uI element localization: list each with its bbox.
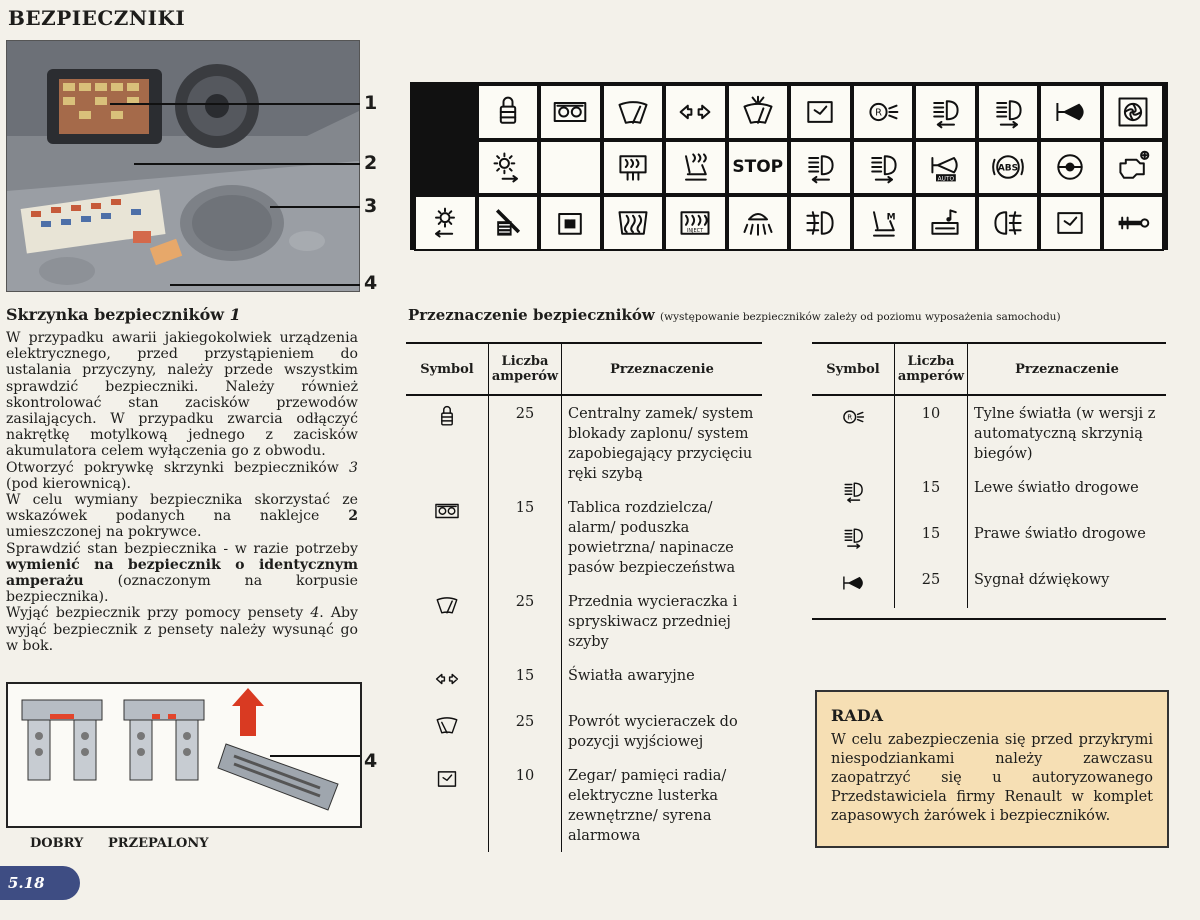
instrument-panel-icon	[434, 498, 460, 524]
col-amps: Liczba amperów	[895, 343, 968, 395]
wiper-front-icon	[434, 592, 460, 618]
page-title: BEZPIECZNIKI	[8, 6, 186, 30]
paragraph-segment: 4	[310, 605, 320, 622]
paragraph	[6, 605, 358, 654]
symbol-cell	[406, 658, 489, 704]
symbol-cell	[812, 395, 895, 470]
lock-icon	[490, 94, 526, 130]
amps-cell: 15	[489, 658, 562, 704]
svg-text:AUTO: AUTO	[937, 176, 955, 183]
engine-icon	[1115, 149, 1151, 185]
purpose-cell: Światła awaryjne	[562, 658, 763, 704]
grid-cell	[977, 140, 1040, 196]
section-title-ref: 1	[229, 305, 241, 324]
symbol-cell	[406, 584, 489, 658]
callout-line-4	[170, 284, 360, 286]
section-title-text: Skrzynka bezpieczników	[6, 305, 225, 324]
grid-cell	[664, 140, 727, 196]
symbol-cell	[406, 395, 489, 490]
grid-cell	[414, 195, 477, 251]
table-row	[812, 562, 1166, 608]
purpose-cell: Zegar/ pamięci radia/ elektryczne lusterka zewnętrzne/ syrena alarmowa	[562, 758, 763, 852]
beam-left-icon	[802, 149, 838, 185]
svg-text:INJECT: INJECT	[687, 227, 704, 234]
callout-4: 4	[364, 272, 378, 294]
purpose-cell: Przednia wycieraczka i spryskiwacz przedniej szyby	[562, 584, 763, 658]
svg-text:R: R	[847, 412, 853, 422]
wiper-front-icon	[615, 94, 651, 130]
instrument-panel-icon	[552, 94, 588, 130]
grid-filler	[414, 84, 477, 195]
callout-line-1	[110, 103, 360, 105]
seat-m-icon	[865, 205, 901, 241]
dome-light-icon	[740, 205, 776, 241]
symbol-cell	[406, 704, 489, 758]
purpose-cell: Lewe światło drogowe	[968, 470, 1167, 516]
purpose-cell: Centralny zamek/ system blokady zaplonu/ system zapobiegający przycięciu ręki szybą	[562, 395, 763, 490]
fuse-table-left	[406, 342, 762, 852]
grid-cell	[1102, 140, 1165, 196]
paragraph-segment: W celu wymiany bezpiecznika skorzystać ze wskazówek podanych na naklejce	[6, 492, 358, 525]
grid-cell	[727, 84, 790, 140]
grid-cell	[789, 84, 852, 140]
abs-icon	[990, 149, 1026, 185]
tweezer-callout: 4	[364, 750, 378, 772]
grid-cell	[602, 140, 665, 196]
paragraph-segment: (oznaczonym na korpusie bezpiecznika).	[6, 573, 358, 606]
callout-2: 2	[364, 152, 378, 174]
table-row	[406, 704, 762, 758]
grid-cell	[914, 140, 977, 196]
paragraph-segment: (pod kierownicą).	[6, 475, 132, 492]
horn-icon	[840, 570, 866, 596]
fuse-box-photo	[6, 40, 360, 292]
callout-line-3	[270, 206, 360, 208]
beam-left-icon	[927, 94, 963, 130]
paragraph-segment: wymienić na bezpiecznik o identycznym amperażu	[6, 556, 358, 590]
fuse-good	[22, 700, 102, 780]
amps-cell: 25	[895, 562, 968, 608]
radio-icon	[927, 205, 963, 241]
grid-cell-empty	[539, 140, 602, 196]
paragraph-segment: Otworzyć pokrywkę skrzynki bezpieczników	[6, 459, 350, 476]
grid-cell	[664, 195, 727, 251]
wiper-washer-icon	[740, 94, 776, 130]
grid-cell	[789, 140, 852, 196]
clock-icon	[1052, 205, 1088, 241]
paragraph	[6, 460, 358, 492]
paragraph-segment: W przypadku awarii jakiegokolwiek urządzenia elektrycznego, przed przystąpieniem do ustalania przyczyny, należy przede wszystkim sprawdzić bezpieczniki. Należy również skontrolować stan zacisków przewodów zasilających. W przypadku zwarcia odłączyć nakrętkę motylkową jednego z zacisków akumulatora celem wyłączenia go z obwodu.	[6, 330, 358, 460]
grid-cell	[789, 195, 852, 251]
table-row	[812, 516, 1166, 562]
amps-cell: 15	[489, 490, 562, 584]
fuse-blown	[124, 700, 204, 780]
purpose-cell: Prawe światło drogowe	[968, 516, 1167, 562]
grid-cell	[977, 195, 1040, 251]
col-symbol: Symbol	[812, 343, 895, 395]
table-row	[406, 395, 762, 490]
paragraph-segment: umieszczonej na pokrywce.	[6, 524, 202, 541]
paragraph-segment: . Aby wyjąć bezpiecznik z pensety należy wysunąć go w bok.	[6, 605, 359, 654]
body-text	[6, 330, 358, 654]
rear-defrost-icon	[615, 205, 651, 241]
label-good: DOBRY	[30, 836, 84, 851]
clock-icon	[434, 766, 460, 792]
grid-cell	[602, 195, 665, 251]
paragraph-segment: 2	[348, 508, 358, 525]
grid-cell	[852, 195, 915, 251]
light-arrow-left-icon	[427, 205, 463, 241]
tip-heading: RADA	[831, 706, 883, 725]
table-row	[406, 758, 762, 852]
svg-text:M: M	[886, 212, 896, 223]
table-right-bottom-rule	[812, 618, 1166, 620]
antenna-icon	[1115, 205, 1151, 241]
grid-cell	[852, 140, 915, 196]
tip-text: W celu zabezpieczenia się przed przykrymi niespodziankami należy zawczasu zaopatrzyć się u autoryzowanego Przedstawiciela firmy Renault w komplet zapasowych żarówek i bezpieczników.	[831, 732, 1153, 824]
tweezer-tool	[218, 688, 360, 810]
grid-cell	[477, 84, 540, 140]
table-title-text: Przeznaczenie bezpieczników	[408, 306, 655, 324]
grid-cell	[1039, 84, 1102, 140]
fuse-illustration	[6, 682, 362, 828]
col-purpose: Przeznaczenie	[968, 343, 1167, 395]
table-row	[812, 470, 1166, 516]
grid-cell	[1102, 195, 1165, 251]
hazard-arrows-icon	[677, 94, 713, 130]
heated-seat-icon	[677, 149, 713, 185]
purpose-cell: Powrót wycieraczek do pozycji wyjściowej	[562, 704, 763, 758]
beam-left-icon	[840, 478, 866, 504]
table-row	[406, 584, 762, 658]
paragraph-segment: Wyjąć bezpiecznik przy pomocy pensety	[6, 605, 311, 622]
steering-icon	[1052, 149, 1088, 185]
lock-icon	[434, 404, 460, 430]
col-amps: Liczba amperów	[489, 343, 562, 395]
light-arrow-icon	[490, 149, 526, 185]
paragraph	[6, 330, 358, 460]
amps-cell: 25	[489, 704, 562, 758]
defrost-seat-icon	[615, 149, 651, 185]
beam-right-icon	[865, 149, 901, 185]
rear-fog-icon	[990, 205, 1026, 241]
grid-cell	[602, 84, 665, 140]
svg-text:ABS: ABS	[997, 163, 1018, 174]
symbol-cell	[406, 758, 489, 852]
grid-cell	[664, 84, 727, 140]
callout-3: 3	[364, 195, 378, 217]
fuse-drawing	[8, 684, 360, 826]
paragraph	[6, 492, 358, 541]
page-number: 5.18	[0, 866, 80, 900]
amps-cell: 25	[489, 584, 562, 658]
fan-icon	[1115, 94, 1151, 130]
stop-label: STOP	[732, 157, 784, 178]
inject-icon	[677, 205, 713, 241]
grid-cell	[1102, 84, 1165, 140]
reverse-light-icon	[840, 404, 866, 430]
grid-cell	[539, 195, 602, 251]
label-blown: PRZEPALONY	[108, 836, 209, 851]
amps-cell: 10	[489, 758, 562, 852]
clock-icon	[802, 94, 838, 130]
table-row	[406, 490, 762, 584]
box-icon	[552, 205, 588, 241]
table-subtitle: (występowanie bezpieczników zależy od poziomu wyposażenia samochodu)	[660, 311, 1061, 323]
callout-1: 1	[364, 92, 378, 114]
grid-cell	[977, 84, 1040, 140]
table-row	[812, 395, 1166, 470]
purpose-cell: Sygnał dźwiękowy	[968, 562, 1167, 608]
grid-cell	[914, 84, 977, 140]
paragraph	[6, 541, 358, 606]
wiper-return-icon	[434, 712, 460, 738]
amps-cell: 25	[489, 395, 562, 490]
col-symbol: Symbol	[406, 343, 489, 395]
table-row	[406, 658, 762, 704]
beam-right-icon	[990, 94, 1026, 130]
horn-icon	[1052, 94, 1088, 130]
auto-horn-icon	[927, 149, 963, 185]
purpose-cell: Tylne światła (w wersji z automatyczną skrzynią biegów)	[968, 395, 1167, 470]
grid-cell	[1039, 195, 1102, 251]
symbol-cell	[812, 470, 895, 516]
amps-cell: 15	[895, 516, 968, 562]
amps-cell: 10	[895, 395, 968, 470]
paragraph-segment: 3	[349, 459, 358, 476]
symbol-cell	[812, 516, 895, 562]
section-title	[6, 305, 241, 324]
grid-cell	[477, 140, 540, 196]
grid-cell	[727, 195, 790, 251]
reverse-light-icon	[865, 94, 901, 130]
window-icon	[490, 205, 526, 241]
grid-cell	[1039, 140, 1102, 196]
col-purpose: Przeznaczenie	[562, 343, 763, 395]
grid-cell	[852, 84, 915, 140]
front-fog-icon	[802, 205, 838, 241]
hazard-arrows-icon	[434, 666, 460, 692]
grid-cell	[539, 84, 602, 140]
grid-cell-stop	[727, 140, 790, 196]
amps-cell: 15	[895, 470, 968, 516]
paragraph-segment: Sprawdzić stan bezpiecznika - w razie potrzeby	[6, 540, 358, 557]
fuse-box-illustration	[7, 41, 359, 291]
beam-right-icon	[840, 524, 866, 550]
table-title	[408, 306, 1061, 324]
grid-cell	[477, 195, 540, 251]
callout-line-2	[134, 163, 360, 165]
symbol-cell	[812, 562, 895, 608]
grid-cell	[914, 195, 977, 251]
svg-text:R: R	[874, 107, 882, 119]
fuse-table-right	[812, 342, 1166, 608]
tip-box	[815, 690, 1169, 848]
symbol-cell	[406, 490, 489, 584]
purpose-cell: Tablica rozdzielcza/ alarm/ poduszka powietrzna/ napinacze pasów bezpieczeństwa	[562, 490, 763, 584]
fuse-symbol-grid	[410, 82, 1168, 250]
